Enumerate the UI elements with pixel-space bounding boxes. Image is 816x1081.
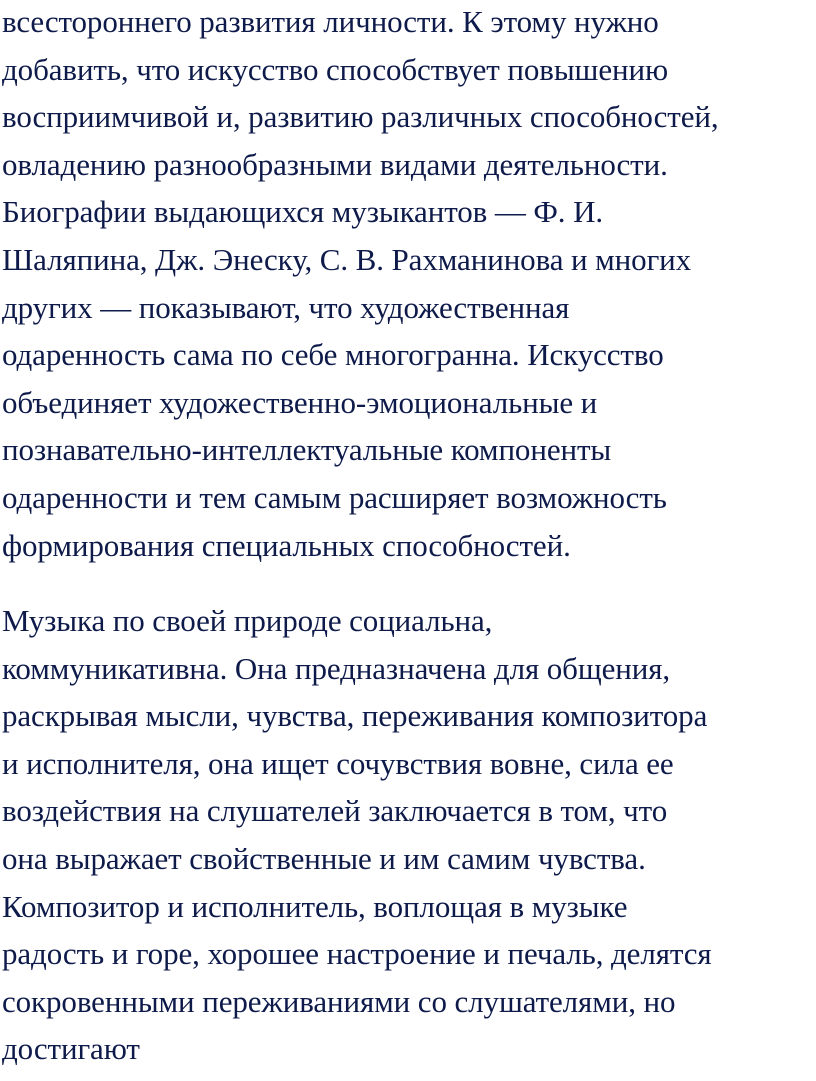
paragraph-line: она выражает свойственные и им самим чувства.: [2, 840, 646, 876]
paragraph-line: всестороннего развития личности. К этому нужно: [2, 4, 659, 39]
paragraph-2: [2, 597, 814, 1073]
paragraph-line: раскрывая мысли, чувства, переживания композитора: [2, 698, 708, 734]
paragraph-line: коммуникативна. Она предназначена для общения,: [2, 650, 671, 686]
paragraph-line: достигают: [2, 1031, 140, 1067]
paragraph-line: Музыка по своей природе социальна,: [2, 603, 493, 638]
paragraph-line: восприимчивой и, развитию различных способностей,: [2, 99, 719, 135]
paragraph-line: познавательно-интеллектуальные компоненты: [2, 432, 612, 468]
paragraph-line: одаренности и тем самым расширяет возможность: [2, 479, 667, 515]
paragraph-line: объединяет художественно-эмоциональные и: [2, 384, 598, 420]
paragraph-1: [2, 0, 814, 569]
paragraph-line: овладению разнообразными видами деятельности.: [2, 146, 668, 182]
paragraph-line: одаренность сама по себе многогранна. Искусство: [2, 337, 664, 373]
paragraph-line: формирования специальных способностей.: [2, 527, 571, 563]
paragraph-line: воздействия на слушателей заключается в том, что: [2, 793, 668, 829]
paragraph-line: сокровенными переживаниями со слушателями, но: [2, 983, 676, 1019]
paragraph-line: и исполнителя, она ищет сочувствия вовне, сила ее: [2, 745, 674, 781]
paragraph-line: других — показывают, что художественная: [2, 289, 570, 325]
paragraph-line: радость и горе, хорошее настроение и печаль, делятся: [2, 936, 712, 972]
paragraph-line: добавить, что искусство способствует повышению: [2, 51, 669, 87]
paragraph-line: Шаляпина, Дж. Энеску, С. В. Рахманинова и многих: [2, 241, 692, 277]
paragraph-line: Биографии выдающихся музыкантов — Ф. И.: [2, 194, 604, 230]
paragraph-line: Композитор и исполнитель, воплощая в музыке: [2, 888, 628, 924]
